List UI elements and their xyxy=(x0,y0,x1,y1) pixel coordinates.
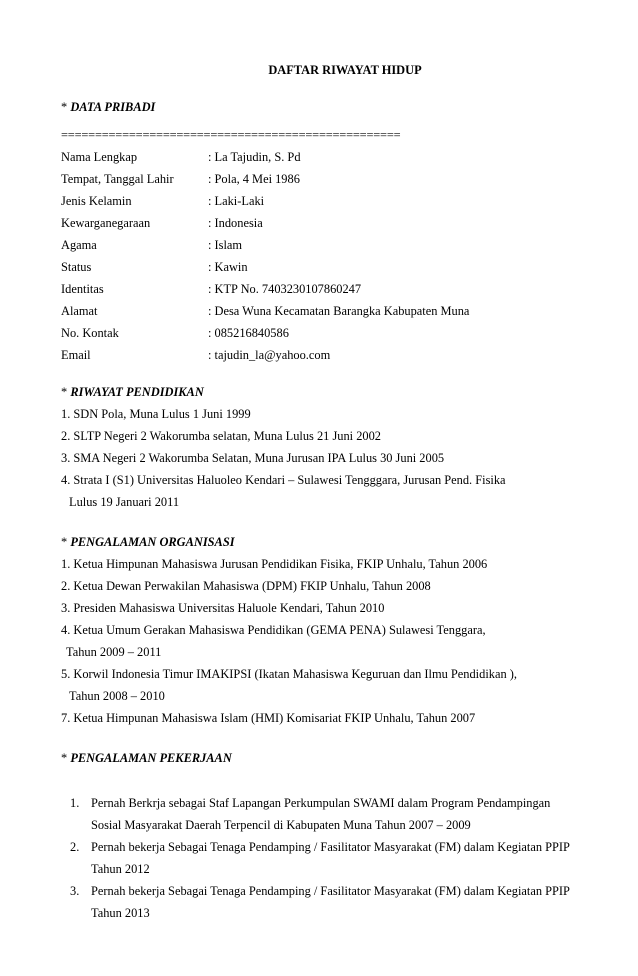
row-label: Agama xyxy=(61,238,97,252)
education-item: 4. Strata I (S1) Universitas Haluoleo Kendari – Sulawesi Tengggara, Jurusan Pend. Fisika xyxy=(61,473,506,487)
section-heading-pengalaman-organisasi xyxy=(61,535,235,550)
item-number: 2. xyxy=(70,840,80,854)
item-text: Tahun 2012 xyxy=(91,862,150,876)
row-label: Kewarganegaraan xyxy=(61,216,151,230)
item-text: Pernah Berkrja sebagai Staf Lapangan Perkumpulan SWAMI dalam Program Pendampingan xyxy=(91,796,551,810)
heading-bullet: * xyxy=(61,100,68,114)
row-label: Status xyxy=(61,260,92,274)
row-label: Tempat, Tanggal Lahir xyxy=(61,172,174,186)
section-heading-data-pribadi xyxy=(61,100,155,115)
row-label: Jenis Kelamin xyxy=(61,194,132,208)
row-value: : Kawin xyxy=(208,260,248,274)
row-value: : Indonesia xyxy=(208,216,263,230)
heading-text: RIWAYAT PENDIDIKAN xyxy=(70,385,204,399)
organization-item-continuation: Tahun 2008 – 2010 xyxy=(69,689,165,703)
organization-item: 5. Korwil Indonesia Timur IMAKIPSI (Ikatan Mahasiswa Keguruan dan Ilmu Pendidikan ), xyxy=(61,667,517,681)
row-value: : La Tajudin, S. Pd xyxy=(208,150,301,164)
row-value: : Pola, 4 Mei 1986 xyxy=(208,172,300,186)
education-item: 1. SDN Pola, Muna Lulus 1 Juni 1999 xyxy=(61,407,251,421)
item-text: Pernah bekerja Sebagai Tenaga Pendamping / Fasilitator Masyarakat (FM) dalam Kegiatan PPIP xyxy=(91,884,570,898)
row-value: : Islam xyxy=(208,238,243,252)
organization-item: 4. Ketua Umum Gerakan Mahasiswa Pendidikan (GEMA PENA) Sulawesi Tenggara, xyxy=(61,623,486,637)
section-heading-pengalaman-pekerjaan xyxy=(61,751,232,766)
item-number: 1. xyxy=(70,796,80,810)
row-value: : Laki-Laki xyxy=(208,194,265,208)
education-item-continuation: Lulus 19 Januari 2011 xyxy=(69,495,180,509)
heading-bullet: * xyxy=(61,385,68,399)
organization-item-continuation: Tahun 2009 – 2011 xyxy=(66,645,162,659)
row-label: Alamat xyxy=(61,304,98,318)
education-item: 3. SMA Negeri 2 Wakorumba Selatan, Muna Jurusan IPA Lulus 30 Juni 2005 xyxy=(61,451,445,465)
row-label: Email xyxy=(61,348,91,362)
row-value: : 085216840586 xyxy=(208,326,289,340)
section-heading-riwayat-pendidikan xyxy=(61,385,204,400)
row-value: : tajudin_la@yahoo.com xyxy=(208,348,331,362)
item-number: 3. xyxy=(70,884,80,898)
document-title: DAFTAR RIWAYAT HIDUP xyxy=(268,63,422,77)
row-label: Nama Lengkap xyxy=(61,150,138,164)
heading-bullet: * xyxy=(61,751,68,765)
heading-text: PENGALAMAN PEKERJAAN xyxy=(70,751,232,765)
row-label: No. Kontak xyxy=(61,326,119,340)
education-item: 2. SLTP Negeri 2 Wakorumba selatan, Muna Lulus 21 Juni 2002 xyxy=(61,429,381,443)
row-label: Identitas xyxy=(61,282,104,296)
item-text: Pernah bekerja Sebagai Tenaga Pendamping / Fasilitator Masyarakat (FM) dalam Kegiatan PPIP xyxy=(91,840,570,854)
heading-text: PENGALAMAN ORGANISASI xyxy=(70,535,235,549)
heading-bullet: * xyxy=(61,535,68,549)
organization-item: 1. Ketua Himpunan Mahasiswa Jurusan Pendidikan Fisika, FKIP Unhalu, Tahun 2006 xyxy=(61,557,488,571)
heading-text: DATA PRIBADI xyxy=(70,100,156,114)
item-text: Sosial Masyarakat Daerah Terpencil di Kabupaten Muna Tahun 2007 – 2009 xyxy=(91,818,471,832)
organization-item: 3. Presiden Mahasiswa Universitas Haluole Kendari, Tahun 2010 xyxy=(61,601,385,615)
item-text: Tahun 2013 xyxy=(91,906,150,920)
organization-item: 7. Ketua Himpunan Mahasiswa Islam (HMI) Komisariat FKIP Unhalu, Tahun 2007 xyxy=(61,711,476,725)
organization-item: 2. Ketua Dewan Perwakilan Mahasiswa (DPM) FKIP Unhalu, Tahun 2008 xyxy=(61,579,431,593)
row-value: : KTP No. 7403230107860247 xyxy=(208,282,362,296)
separator-line: ================================================== xyxy=(61,128,401,142)
row-value: : Desa Wuna Kecamatan Barangka Kabupaten Muna xyxy=(208,304,470,318)
